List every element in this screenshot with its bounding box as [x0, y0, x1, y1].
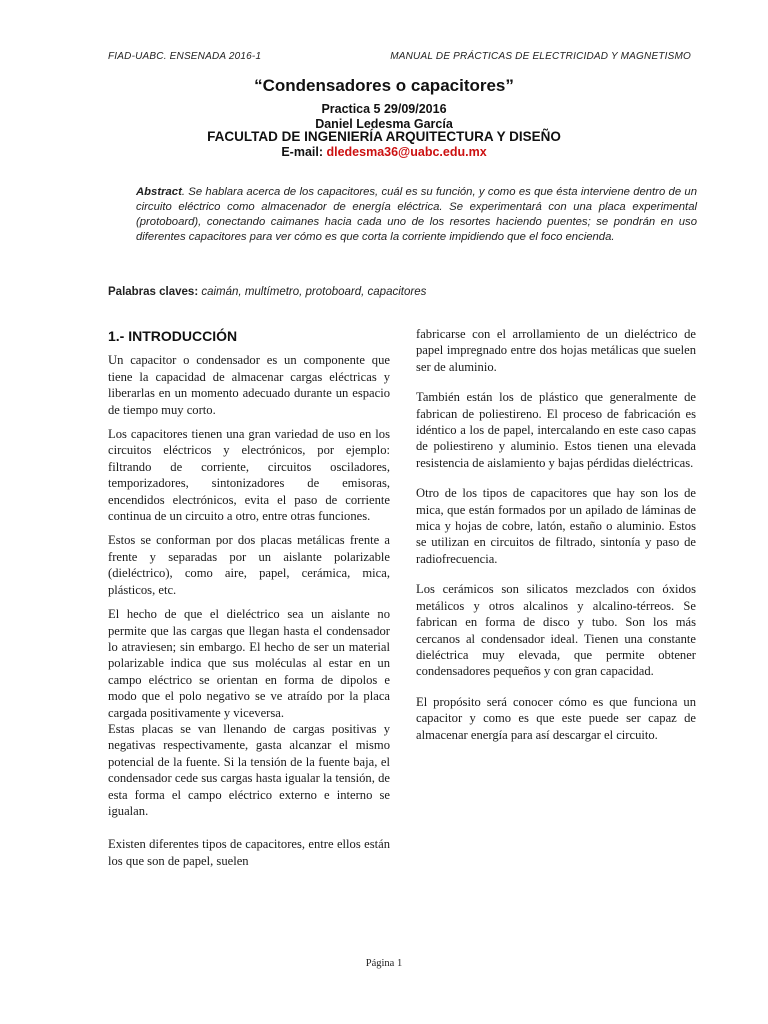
page-number: Página 1 [365, 958, 403, 969]
paragraph: Estos se conforman por dos placas metálicas frente a frente y separadas por un aislante polarizable (dieléctrico), como aire, papel, cerámica, mica, plásticos, etc. [108, 533, 390, 597]
faculty-name: FACULTAD DE INGENIERÍA ARQUITECTURA Y DISEÑO [207, 129, 561, 144]
left-column [108, 326, 390, 869]
keywords-label: Palabras claves: [108, 286, 199, 298]
keywords-values: caimán, multímetro, protoboard, capacitores [198, 286, 427, 298]
right-column [416, 326, 696, 743]
email-label: E-mail: [281, 145, 327, 159]
paragraph: fabricarse con el arrollamiento de un dieléctrico de papel impregnado entre dos hojas metálicas que suelen ser de aluminio. [416, 327, 696, 374]
author-name: Daniel Ledesma García [315, 117, 453, 131]
email-link[interactable]: dledesma36@uabc.edu.mx [326, 145, 487, 159]
paragraph: El propósito será conocer cómo es que funciona un capacitor y como es que este puede ser capaz de almacenar energía para así descargar el circuito. [416, 694, 696, 742]
abstract [136, 185, 697, 245]
paragraph: También están los de plástico que generalmente de fabrican de poliestireno. El proceso de fabricación es idéntico a los de papel, intercalando en este caso capas de poliestireno y aluminio. Estos tienen una elevada resistencia de aislamiento y bajas pérdidas dieléctricas. [416, 390, 696, 470]
email-line [0, 145, 768, 159]
running-header-left: FIAD-UABC. ENSENADA 2016-1 [108, 51, 262, 62]
paragraph: Los cerámicos son silicatos mezclados con óxidos metálicos y otros alcalinos y alcalino-térreos. Se fabrican en forma de disco y tubo. Son los más cercanos al condensador ideal. Tienen una constante dieléctrica muy elevada, que permite obtener condensadores pequeños y con gran capacidad. [416, 582, 696, 679]
paragraph: El hecho de que el dieléctrico sea un aislante no permite que las cargas que llegan hasta el condensador lo atraviesen; sin embargo. El hecho de ser un material polarizable indica que sus moléculas al estar en un campo eléctrico se orientan en forma de dipolos e modo que el polo negativo se ve atraído por la placa cargada positivamente y viceversa. [108, 607, 390, 720]
abstract-text: . Se hablara acerca de los capacitores, cuál es su función, y como es que ésta interviene dentro de un circuito eléctrico como almacenador de energía eléctrica. Se experimentará con una placa experimental (protoboard), conectando caimanes hacia cada uno de los resortes haciendo puentes; se pondrán en uso diferentes capacitores para ver cómo es que corta la corriente impidiendo que el foco encienda. [136, 186, 697, 243]
paragraph: Los capacitores tienen una gran variedad de uso en los circuitos eléctricos y electrónicos, por ejemplo: filtrando de corriente, circuitos osciladores, temporizadores, sintonizadores de emisoras, encendidos electrónicos, evita el paso de corriente continua de un circuito a otro, entre otras funciones. [108, 427, 390, 524]
paragraph: Un capacitor o condensador es un componente que tiene la capacidad de almacenar cargas eléctricas y liberarlas en un momento adecuado durante un espacio de tiempo muy corto. [108, 353, 390, 417]
running-header-right: MANUAL DE PRÁCTICAS DE ELECTRICIDAD Y MAGNETISMO [390, 51, 691, 62]
paragraph: Otro de los tipos de capacitores que hay son los de mica, que están formados por un apilado de láminas de mica y hojas de cobre, latón, estaño o aluminio. Estos se utilizan en circuitos de filtrado, sintonía y paso de radiofrecuencia. [416, 486, 696, 566]
section-title-introduccion: 1.- INTRODUCCIÓN [108, 328, 238, 344]
paragraph: Existen diferentes tipos de capacitores, entre ellos están los que son de papel, suelen [108, 837, 390, 868]
paragraph: Estas placas se van llenando de cargas positivas y negativas respectivamente, gasta alcanzar el mismo potencial de la fuente. Si la tensión de la fuente baja, el condensador cede sus cargas hasta igualar la tensión, de esta forma el campo eléctrico externo e interno se igualan. [108, 721, 390, 818]
abstract-label: Abstract [136, 186, 182, 198]
practice-date: Practica 5 29/09/2016 [321, 102, 447, 116]
paper-title: “Condensadores o capacitores” [254, 76, 514, 95]
keywords [108, 286, 426, 298]
